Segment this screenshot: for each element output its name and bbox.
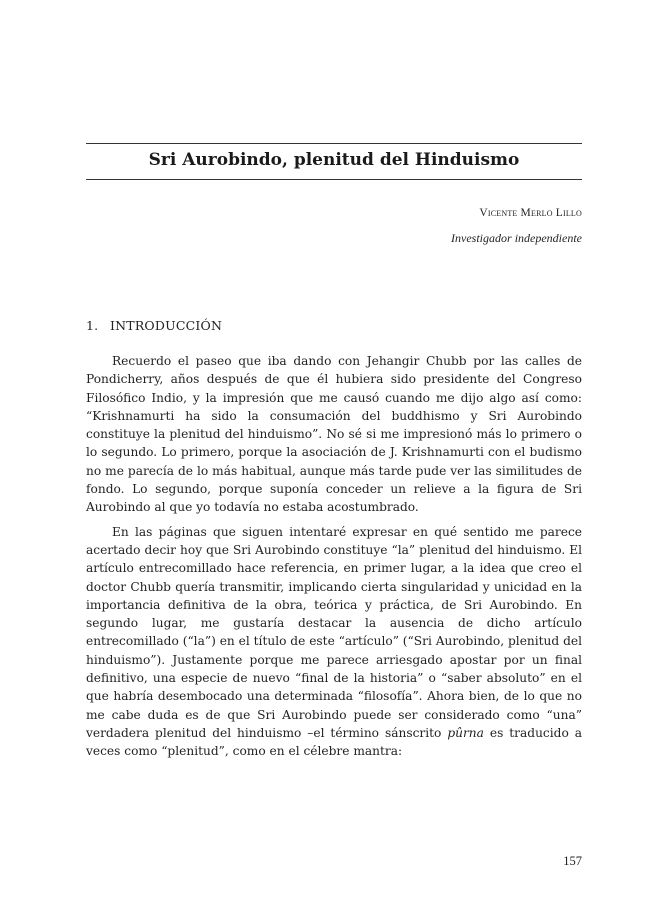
paragraph-2-text: En las páginas que siguen intentaré expresar en qué sentido me parece acertado decir hoy que Sri Aurobindo constituye “la” plenitud del hinduismo. El artículo entrecomillado hace referencia, en primer lugar, a la idea que creo el doctor Chubb quería transmitir, implicando cierta singularidad y unicidad en la importancia definitiva de la obra, teórica y práctica, de Sri Aurobindo. En segundo lugar, me gustaría destacar la ausencia de dicho artículo entrecomillado (“la”) en el título de este “artículo” (“Sri Aurobindo, plenitud del hinduismo”). Justamente porque me parece arriesgado apostar por un final definitivo, una especie de nuevo “final de la historia” o “saber absoluto” en el que habría desembocado una determinada “filosofía”. Ahora bien, de lo que no me cabe duda es de que Sri Aurobindo puede ser considerado como “una” verdadera plenitud del hinduismo –el término sánscrito [86,524,582,740]
section-title: INTRODUCCIÓN [110,318,223,333]
sanskrit-term: pûrna [447,725,484,740]
section-heading [86,318,222,333]
paragraph-2-text-end: es traducido a veces como “plenitud”, como en el célebre mantra: [86,725,583,759]
article-body [86,352,582,767]
paragraph-2 [86,523,582,761]
title-rule-bottom [86,179,582,180]
author-affiliation: Investigador independiente [451,231,582,245]
article-title: Sri Aurobindo, plenitud del Hinduismo [148,150,520,170]
section-number: 1. [86,318,99,333]
author-name: Vicente Merlo Lillo [479,207,582,219]
title-rule-top [86,143,582,144]
page-number: 157 [563,854,582,868]
paragraph-1: Recuerdo el paseo que iba dando con Jehangir Chubb por las calles de Pondicherry, años después de que él hubiera sido presidente del Congreso Filosófico Indio, y la impresión que me causó cuando me dijo algo así como: “Krishnamurti ha sido la consumación del buddhismo y Sri Aurobindo constituye la plenitud del hinduismo”. No sé si me impresionó más lo primero o lo segundo. Lo primero, porque la asociación de J. Krishnamurti con el budismo no me parecía de lo más habitual, aunque más tarde pude ver las similitudes de fondo. Lo segundo, porque suponía conceder un relieve a la figura de Sri Aurobindo al que yo todavía no estaba acostumbrado. [86,354,582,515]
